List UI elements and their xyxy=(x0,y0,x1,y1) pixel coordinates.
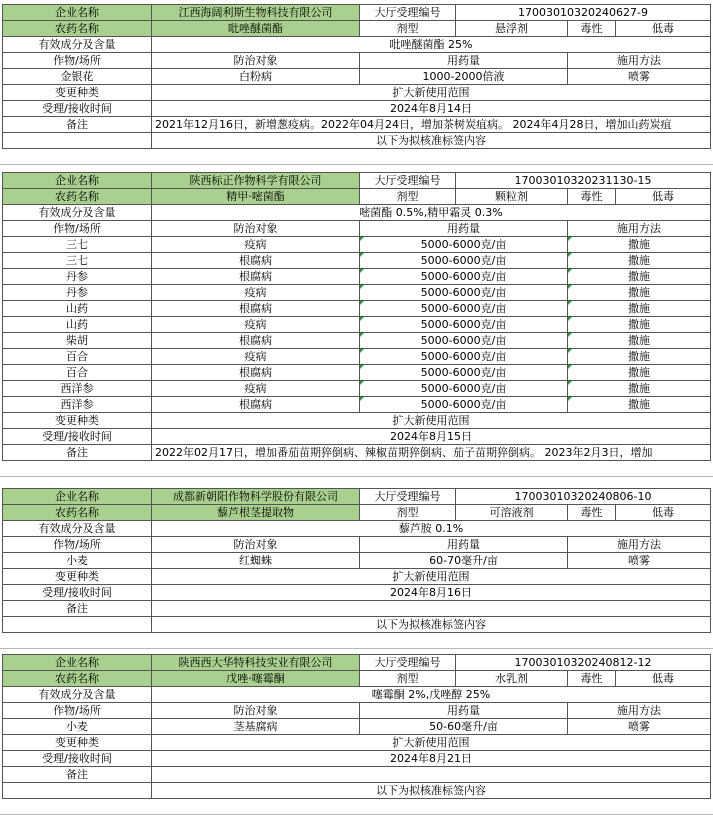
target-cell[interactable]: 疫病 xyxy=(152,317,360,333)
reg-no-label[interactable]: 大厅受理编号 xyxy=(360,655,456,671)
method-header[interactable]: 施用方法 xyxy=(568,703,711,719)
spacer-row xyxy=(0,149,713,165)
reg-no-value[interactable]: 17003010320240812-12 xyxy=(456,655,711,671)
company-label[interactable]: 企业名称 xyxy=(2,655,152,671)
company-label[interactable]: 企业名称 xyxy=(2,489,152,505)
reg-no-label[interactable]: 大厅受理编号 xyxy=(360,489,456,505)
date-row xyxy=(0,751,713,767)
target-cell[interactable]: 疫病 xyxy=(152,237,360,253)
change-value[interactable]: 扩大新使用范围 xyxy=(152,735,711,751)
crop-cell[interactable]: 小麦 xyxy=(2,553,152,569)
company-label[interactable]: 企业名称 xyxy=(2,173,152,189)
usage-row xyxy=(0,237,713,253)
toxicity-label[interactable]: 毒性 xyxy=(568,189,616,205)
crop-cell[interactable]: 西洋参 xyxy=(2,397,152,413)
change-label[interactable]: 变更种类 xyxy=(2,569,152,585)
company-name[interactable]: 江西海阔利斯生物科技有限公司 xyxy=(152,5,360,21)
target-header[interactable]: 防治对象 xyxy=(152,703,360,719)
change-value[interactable]: 扩大新使用范围 xyxy=(152,569,711,585)
target-cell[interactable]: 红蜘蛛 xyxy=(152,553,360,569)
pesticide-row xyxy=(0,505,713,521)
change-label[interactable]: 变更种类 xyxy=(2,735,152,751)
note-row xyxy=(0,601,713,617)
pesticide-row xyxy=(0,671,713,687)
usage-row xyxy=(0,719,713,735)
company-name[interactable]: 陕西标正作物科学有限公司 xyxy=(152,173,360,189)
usage-row xyxy=(0,253,713,269)
footer-empty[interactable] xyxy=(2,783,152,799)
note-value[interactable]: 2022年02月17日，增加番茄苗期猝倒病、辣椒苗期猝倒病、茄子苗期猝倒病。 2023年2月3日，增加 xyxy=(152,445,711,461)
note-label[interactable]: 备注 xyxy=(2,117,152,133)
method-cell[interactable]: 撒施 xyxy=(568,333,711,349)
pesticide-label[interactable]: 农药名称 xyxy=(2,21,152,37)
dose-header[interactable]: 用药量 xyxy=(360,703,568,719)
pesticide-label[interactable]: 农药名称 xyxy=(2,505,152,521)
method-header[interactable]: 施用方法 xyxy=(568,221,711,237)
usage-header-row xyxy=(0,537,713,553)
pesticide-name[interactable]: 吡唑醚菌酯 xyxy=(152,21,360,37)
company-name[interactable]: 成都新朝阳作物科学股份有限公司 xyxy=(152,489,360,505)
note-label[interactable]: 备注 xyxy=(2,767,152,783)
ingredient-label[interactable]: 有效成分及含量 xyxy=(2,37,152,53)
target-cell[interactable]: 根腐病 xyxy=(152,333,360,349)
formulation-value[interactable]: 悬浮剂 xyxy=(456,21,568,37)
dose-cell[interactable]: 5000-6000克/亩 xyxy=(360,317,568,333)
date-label[interactable]: 受理/接收时间 xyxy=(2,585,152,601)
usage-header-row xyxy=(0,703,713,719)
method-cell[interactable]: 撒施 xyxy=(568,317,711,333)
crop-cell[interactable]: 西洋参 xyxy=(2,381,152,397)
crop-cell[interactable]: 三七 xyxy=(2,253,152,269)
dose-cell[interactable]: 5000-6000克/亩 xyxy=(360,253,568,269)
ingredient-label[interactable]: 有效成分及含量 xyxy=(2,205,152,221)
company-label[interactable]: 企业名称 xyxy=(2,5,152,21)
toxicity-value[interactable]: 低毒 xyxy=(616,505,711,521)
crop-cell[interactable]: 丹参 xyxy=(2,269,152,285)
footer-text[interactable]: 以下为拟核准标签内容 xyxy=(152,133,711,149)
note-label[interactable]: 备注 xyxy=(2,445,152,461)
pesticide-row xyxy=(0,21,713,37)
toxicity-label[interactable]: 毒性 xyxy=(568,671,616,687)
crop-cell[interactable]: 金银花 xyxy=(2,69,152,85)
crop-cell[interactable]: 百合 xyxy=(2,365,152,381)
date-row xyxy=(0,429,713,445)
date-label[interactable]: 受理/接收时间 xyxy=(2,751,152,767)
footer-row xyxy=(0,617,713,633)
dose-cell[interactable]: 5000-6000克/亩 xyxy=(360,301,568,317)
reg-no-value[interactable]: 17003010320240627-9 xyxy=(456,5,711,21)
change-row xyxy=(0,569,713,585)
method-cell[interactable]: 喷雾 xyxy=(568,719,711,735)
ingredient-row xyxy=(0,37,713,53)
target-cell[interactable]: 根腐病 xyxy=(152,301,360,317)
date-label[interactable]: 受理/接收时间 xyxy=(2,101,152,117)
pesticide-row xyxy=(0,189,713,205)
footer-text[interactable]: 以下为拟核准标签内容 xyxy=(152,783,711,799)
date-value[interactable]: 2024年8月14日 xyxy=(152,101,711,117)
usage-header-row xyxy=(0,53,713,69)
footer-row xyxy=(0,133,713,149)
pesticide-name[interactable]: 藜芦根茎提取物 xyxy=(152,505,360,521)
target-cell[interactable]: 疫病 xyxy=(152,381,360,397)
crop-header[interactable]: 作物/场所 xyxy=(2,53,152,69)
dose-cell[interactable]: 1000-2000倍液 xyxy=(360,69,568,85)
crop-header[interactable]: 作物/场所 xyxy=(2,703,152,719)
dose-cell[interactable]: 5000-6000克/亩 xyxy=(360,349,568,365)
usage-row xyxy=(0,69,713,85)
method-cell[interactable]: 撒施 xyxy=(568,349,711,365)
note-label[interactable]: 备注 xyxy=(2,601,152,617)
crop-cell[interactable]: 山药 xyxy=(2,317,152,333)
company-row xyxy=(0,489,713,505)
usage-row xyxy=(0,285,713,301)
usage-row xyxy=(0,317,713,333)
company-row xyxy=(0,173,713,189)
note-row xyxy=(0,117,713,133)
date-label[interactable]: 受理/接收时间 xyxy=(2,429,152,445)
footer-row xyxy=(0,783,713,799)
crop-cell[interactable]: 柴胡 xyxy=(2,333,152,349)
method-cell[interactable]: 撒施 xyxy=(568,397,711,413)
company-row xyxy=(0,5,713,21)
formulation-value[interactable]: 水乳剂 xyxy=(456,671,568,687)
dose-header[interactable]: 用药量 xyxy=(360,221,568,237)
reg-no-value[interactable]: 17003010320240806-10 xyxy=(456,489,711,505)
company-name[interactable]: 陕西西大华特科技实业有限公司 xyxy=(152,655,360,671)
target-cell[interactable]: 茎基腐病 xyxy=(152,719,360,735)
ingredient-value[interactable]: 藜芦胺 0.1% xyxy=(152,521,711,537)
crop-header[interactable]: 作物/场所 xyxy=(2,537,152,553)
ingredient-row xyxy=(0,205,713,221)
method-cell[interactable]: 撒施 xyxy=(568,381,711,397)
crop-cell[interactable]: 丹参 xyxy=(2,285,152,301)
date-value[interactable]: 2024年8月15日 xyxy=(152,429,711,445)
footer-empty[interactable] xyxy=(2,617,152,633)
method-cell[interactable]: 撒施 xyxy=(568,253,711,269)
target-cell[interactable]: 根腐病 xyxy=(152,269,360,285)
crop-cell[interactable]: 小麦 xyxy=(2,719,152,735)
formulation-label[interactable]: 剂型 xyxy=(360,505,456,521)
dose-cell[interactable]: 5000-6000克/亩 xyxy=(360,333,568,349)
dose-cell[interactable]: 5000-6000克/亩 xyxy=(360,285,568,301)
change-row xyxy=(0,735,713,751)
toxicity-value[interactable]: 低毒 xyxy=(616,21,711,37)
target-cell[interactable]: 疫病 xyxy=(152,285,360,301)
formulation-label[interactable]: 剂型 xyxy=(360,21,456,37)
note-value[interactable]: 2021年12月16日，新增葱疫病。2022年04月24日，增加茶树炭疽病。 2024年4月28日，增加山药炭疽 xyxy=(152,117,711,133)
ingredient-label[interactable]: 有效成分及含量 xyxy=(2,687,152,703)
usage-row xyxy=(0,381,713,397)
dose-cell[interactable]: 60-70毫升/亩 xyxy=(360,553,568,569)
dose-cell[interactable]: 5000-6000克/亩 xyxy=(360,365,568,381)
target-cell[interactable]: 疫病 xyxy=(152,349,360,365)
note-row xyxy=(0,767,713,783)
usage-row xyxy=(0,333,713,349)
change-label[interactable]: 变更种类 xyxy=(2,413,152,429)
date-value[interactable]: 2024年8月16日 xyxy=(152,585,711,601)
method-cell[interactable]: 撒施 xyxy=(568,301,711,317)
target-cell[interactable]: 根腐病 xyxy=(152,365,360,381)
pesticide-name[interactable]: 戊唑·噻霉酮 xyxy=(152,671,360,687)
toxicity-value[interactable]: 低毒 xyxy=(616,189,711,205)
reg-no-label[interactable]: 大厅受理编号 xyxy=(360,173,456,189)
method-header[interactable]: 施用方法 xyxy=(568,53,711,69)
ingredient-value[interactable]: 噻霉酮 2%,戊唑醇 25% xyxy=(152,687,711,703)
target-cell[interactable]: 根腐病 xyxy=(152,397,360,413)
crop-header[interactable]: 作物/场所 xyxy=(2,221,152,237)
method-cell[interactable]: 撒施 xyxy=(568,269,711,285)
target-header[interactable]: 防治对象 xyxy=(152,537,360,553)
usage-row xyxy=(0,365,713,381)
ingredient-row xyxy=(0,521,713,537)
dose-header[interactable]: 用药量 xyxy=(360,537,568,553)
toxicity-value[interactable]: 低毒 xyxy=(616,671,711,687)
toxicity-label[interactable]: 毒性 xyxy=(568,21,616,37)
date-row xyxy=(0,585,713,601)
company-row xyxy=(0,655,713,671)
usage-row xyxy=(0,397,713,413)
change-row xyxy=(0,413,713,429)
pesticide-label[interactable]: 农药名称 xyxy=(2,671,152,687)
ingredient-value[interactable]: 嘧菌酯 0.5%,精甲霜灵 0.3% xyxy=(152,205,711,221)
ingredient-value[interactable]: 吡唑醚菌酯 25% xyxy=(152,37,711,53)
spacer-row xyxy=(0,633,713,649)
usage-row xyxy=(0,269,713,285)
method-cell[interactable]: 撒施 xyxy=(568,285,711,301)
target-header[interactable]: 防治对象 xyxy=(152,221,360,237)
footer-empty[interactable] xyxy=(2,133,152,149)
dose-cell[interactable]: 5000-6000克/亩 xyxy=(360,397,568,413)
ingredient-row xyxy=(0,687,713,703)
usage-row xyxy=(0,349,713,365)
formulation-value[interactable]: 颗粒剂 xyxy=(456,189,568,205)
change-value[interactable]: 扩大新使用范围 xyxy=(152,413,711,429)
reg-no-value[interactable]: 17003010320231130-15 xyxy=(456,173,711,189)
change-row xyxy=(0,85,713,101)
dose-header[interactable]: 用药量 xyxy=(360,53,568,69)
usage-header-row xyxy=(0,221,713,237)
method-cell[interactable]: 喷雾 xyxy=(568,553,711,569)
reg-no-label[interactable]: 大厅受理编号 xyxy=(360,5,456,21)
dose-cell[interactable]: 50-60毫升/亩 xyxy=(360,719,568,735)
method-header[interactable]: 施用方法 xyxy=(568,537,711,553)
note-value[interactable] xyxy=(152,601,711,617)
change-value[interactable]: 扩大新使用范围 xyxy=(152,85,711,101)
date-row xyxy=(0,101,713,117)
method-cell[interactable]: 撒施 xyxy=(568,365,711,381)
dose-cell[interactable]: 5000-6000克/亩 xyxy=(360,381,568,397)
pesticide-label[interactable]: 农药名称 xyxy=(2,189,152,205)
formulation-label[interactable]: 剂型 xyxy=(360,189,456,205)
date-value[interactable]: 2024年8月21日 xyxy=(152,751,711,767)
footer-text[interactable]: 以下为拟核准标签内容 xyxy=(152,617,711,633)
method-cell[interactable]: 喷雾 xyxy=(568,69,711,85)
toxicity-label[interactable]: 毒性 xyxy=(568,505,616,521)
target-cell[interactable]: 根腐病 xyxy=(152,253,360,269)
ingredient-label[interactable]: 有效成分及含量 xyxy=(2,521,152,537)
formulation-value[interactable]: 可溶液剂 xyxy=(456,505,568,521)
change-label[interactable]: 变更种类 xyxy=(2,85,152,101)
dose-cell[interactable]: 5000-6000克/亩 xyxy=(360,237,568,253)
usage-row xyxy=(0,553,713,569)
usage-row xyxy=(0,301,713,317)
spacer-row xyxy=(0,461,713,477)
note-row xyxy=(0,445,713,461)
target-header[interactable]: 防治对象 xyxy=(152,53,360,69)
target-cell[interactable]: 白粉病 xyxy=(152,69,360,85)
method-cell[interactable]: 撒施 xyxy=(568,237,711,253)
crop-cell[interactable]: 三七 xyxy=(2,237,152,253)
crop-cell[interactable]: 百合 xyxy=(2,349,152,365)
formulation-label[interactable]: 剂型 xyxy=(360,671,456,687)
crop-cell[interactable]: 山药 xyxy=(2,301,152,317)
note-value[interactable] xyxy=(152,767,711,783)
pesticide-name[interactable]: 精甲·嘧菌酯 xyxy=(152,189,360,205)
dose-cell[interactable]: 5000-6000克/亩 xyxy=(360,269,568,285)
